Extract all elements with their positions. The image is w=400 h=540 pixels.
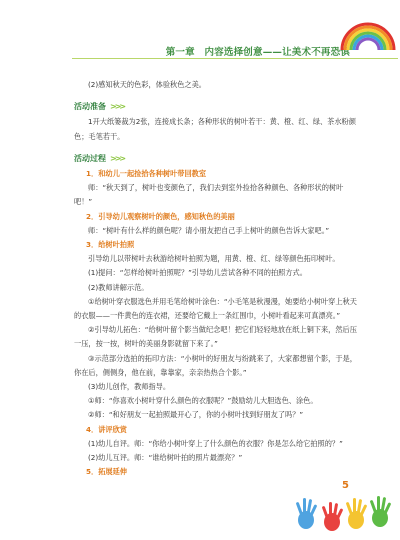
page-content (74, 78, 360, 479)
chapter-title: 第一章 内容选择创意——让美术不再恐惧 (165, 47, 350, 58)
painted-hands-icon (292, 488, 396, 536)
prep-text: 1开大纸篓裁为2张，连接成长条；各种形状的树叶若干：黄、橙、红、绿、茶水粉颜色；毛笔若干。 (74, 117, 356, 141)
header-rule (72, 58, 398, 59)
goal-2: (2)感知秋天的色彩，体验秋色之美。 (88, 80, 206, 89)
step-3-item-e: ②师：“和好朋友一起拍照最开心了，你的小树叶找到好朋友了吗？” (88, 410, 304, 420)
step-3-sub-2: (2)教师讲解示范。 (88, 282, 149, 292)
step-4: 4．讲评欣赏 (86, 424, 127, 434)
section-process-title: 活动过程 (74, 153, 106, 163)
chevrons-icon: >>> (110, 153, 125, 163)
section-prep (74, 100, 360, 114)
step-4-sub-1: (1)幼儿自评。师：“你给小树叶穿上了什么颜色的衣服？你是怎么给它拍照的？” (88, 438, 343, 448)
step-2: 2．引导幼儿观察树叶的颜色，感知秋色的美丽 (86, 211, 235, 221)
step-3-item-c: ③示范部分选拍的拓印方法：“小树叶的好朋友与纷跳来了，大家都想留个影，于是，你在后，侧侧身，他在前，靠靠家，亲亲热热合个影。” (74, 353, 357, 377)
step-3-sub-1: (1)提问：“怎样给树叶拍照呢？”引导幼儿尝试各种不同的拍照方式。 (88, 268, 307, 278)
step-3-text: 引导幼儿以带树叶去秋游给树叶拍照为题，用黄、橙、红、绿等颜色拓印树叶。 (88, 254, 340, 264)
rainbow-icon (336, 8, 398, 52)
step-1: 1．和幼儿一起捡拾各种树叶带回教室 (86, 169, 207, 179)
step-3-item-b: ②引导幼儿拓色：“给树叶留个影当做纪念吧！把它们轻轻地放在纸上铜下来，然后压一压，按一按，树叶的美丽身影就留下来了。” (74, 325, 357, 349)
step-3-sub-3: (3)幼儿创作，教师指导。 (88, 382, 171, 392)
section-prep-title: 活动准备 (74, 102, 106, 112)
page-number: 5 (342, 480, 349, 491)
step-4-sub-2: (2)幼儿互评。师：“谁给树叶拍的照片最漂亮？” (88, 453, 243, 463)
step-3-item-a: ①给树叶穿衣服选色并用毛笔给树叶涂色：“小毛笔是秋漫漫，她要给小树叶穿上秋天的衣服——一件黄色的连衣裙，还要给它戴上一条红围巾，小树叶看起来可真漂亮。” (74, 296, 357, 321)
step-2-text: 师：“树叶有什么样的颜色呢？请小朋友把自己手上树叶的颜色告诉大家吧。” (88, 225, 330, 235)
step-5: 5．拓展延伸 (86, 467, 127, 477)
step-3-item-d: ①师：“你喜欢小树叶穿什么颜色的衣服呢？”鼓励幼儿大胆选色、涂色。 (88, 396, 318, 406)
section-process (74, 152, 360, 166)
step-1-text: 师：“秋天到了，树叶也变颜色了，我们去到室外捡拾各种颜色、各种形状的树叶吧！” (74, 183, 344, 207)
step-3: 3．给树叶拍照 (86, 240, 135, 250)
page-header (0, 0, 400, 64)
chevrons-icon: >>> (110, 102, 125, 112)
